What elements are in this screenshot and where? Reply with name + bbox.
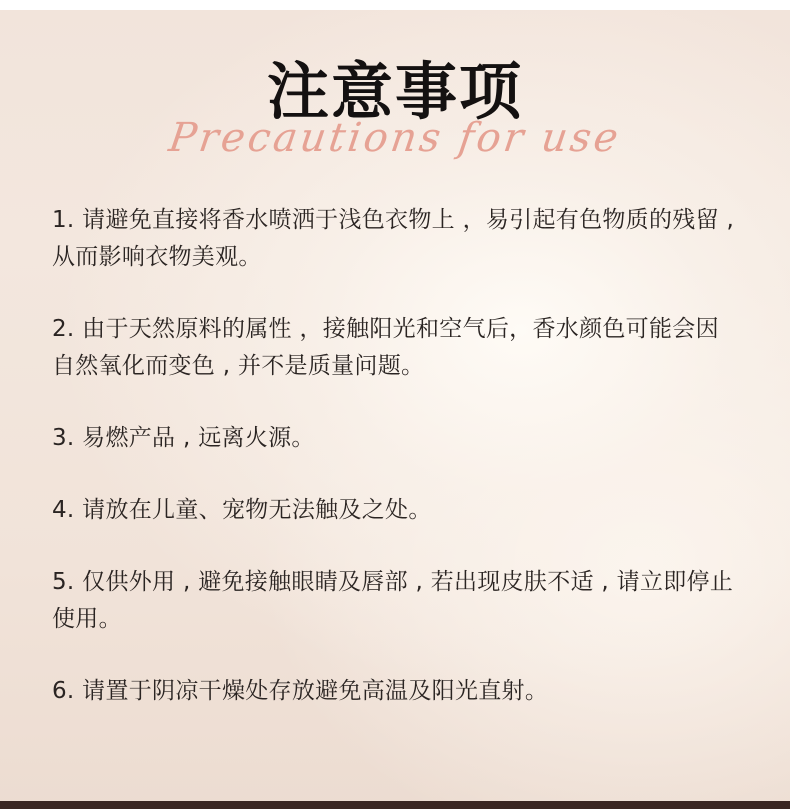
top-strip [0,0,790,10]
precaution-item-3: 3. 易燃产品 , 远离火源。 [52,425,315,451]
bottom-bar [0,801,790,809]
precaution-item-4: 4. 请放在儿童、宠物无法触及之处。 [52,497,432,523]
precautions-list [52,202,742,745]
precaution-item-5: 5. 仅供外用 , 避免接触眼睛及唇部 , 若出现皮肤不适 , 请立即停止使用。 [52,569,734,632]
precaution-item-1: 1. 请避免直接将香水喷洒于浅色衣物上 ，易引起有色物质的残留 , 从而影响衣物美观。 [52,207,735,270]
precaution-item-2: 2. 由于天然原料的属性 ，接触阳光和空气后，香水颜色可能会因自然氧化而变色 , 并不是质量问题。 [52,316,719,379]
page-subtitle: Precautions for use [166,115,624,161]
page-title: 注意事项 [266,55,523,128]
precaution-item-6: 6. 请置于阴凉干燥处存放避免高温及阳光直射。 [52,678,549,704]
